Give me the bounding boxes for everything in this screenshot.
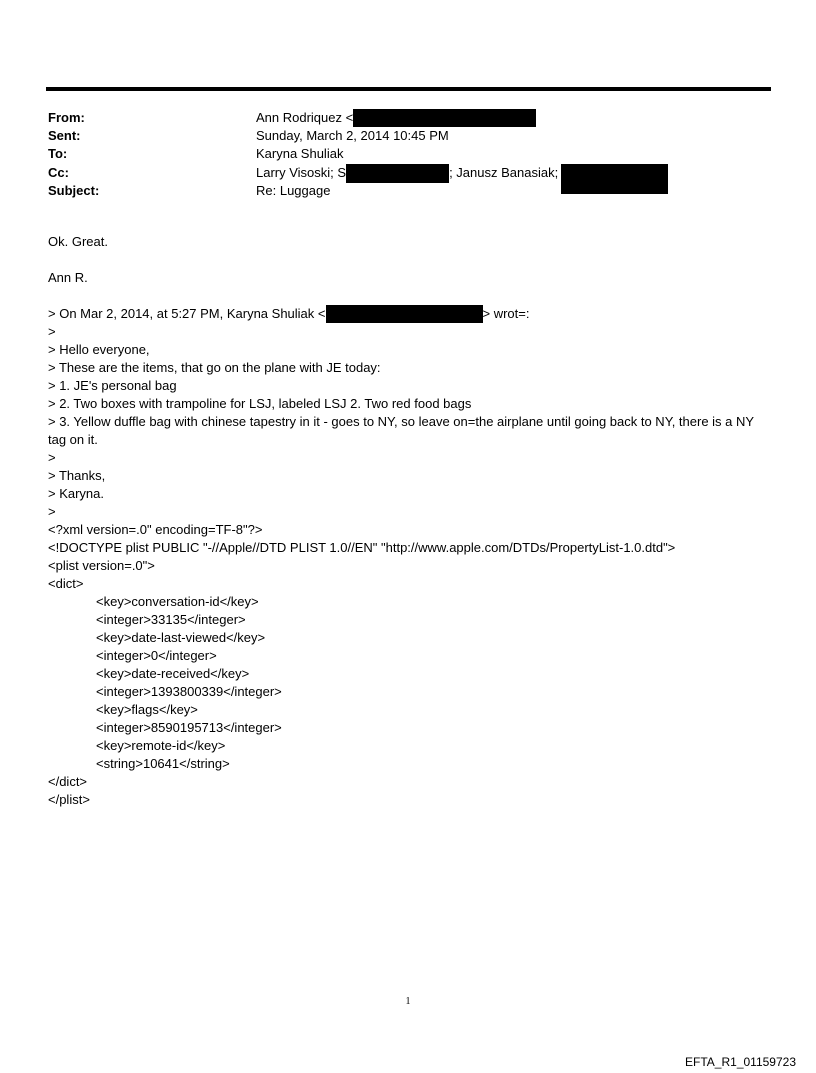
- plist-entry: <key>date-last-viewed</key>: [96, 630, 266, 645]
- redaction-bar: [346, 164, 449, 183]
- dict-close-tag: </dict>: [48, 774, 88, 789]
- plist-open-tag: <plist version=.0">: [48, 558, 155, 573]
- quote-line: > 1. JE's personal bag: [48, 378, 177, 393]
- plist-entry: <key>date-received</key>: [96, 666, 250, 681]
- email-body: [48, 233, 773, 809]
- redaction-bar: [561, 164, 668, 194]
- from-label: From:: [48, 110, 85, 125]
- header-rule: [46, 87, 771, 91]
- quote-line: > 3. Yellow duffle bag with chinese tapestry in it - goes to NY, so leave on=the airplane until going back to NY, there is a NY tag on it.: [48, 414, 754, 447]
- quote-line: >: [48, 324, 56, 339]
- redaction-bar: [353, 109, 536, 127]
- plist-entry: <key>remote-id</key>: [96, 738, 226, 753]
- bates-number: EFTA_R1_01159723: [685, 1055, 796, 1069]
- quote-line: > Karyna.: [48, 486, 105, 501]
- plist-entry: <integer>0</integer>: [96, 648, 217, 663]
- quote-line: > Hello everyone,: [48, 342, 150, 357]
- cc-part-1: Larry Visoski; S: [256, 164, 347, 180]
- from-value: [256, 109, 536, 127]
- sent-value: Sunday, March 2, 2014 10:45 PM: [256, 128, 449, 144]
- subject-value: Re: Luggage: [256, 182, 331, 198]
- cc-label: Cc:: [48, 164, 69, 180]
- subject-label: Subject:: [48, 182, 100, 198]
- cc-part-2: ; Janusz Banasiak;: [449, 164, 559, 180]
- quote-line: > 2. Two boxes with trampoline for LSJ, labeled LSJ 2. Two red food bags: [48, 396, 472, 411]
- quote-line: > These are the items, that go on the plane with JE today:: [48, 360, 381, 375]
- page-number: 1: [405, 996, 411, 1007]
- quote-line: >: [48, 450, 56, 465]
- plist-entry: <integer>1393800339</integer>: [96, 684, 282, 699]
- plist-entry: <string>10641</string>: [96, 756, 230, 771]
- from-name: Ann Rodriquez <: [256, 110, 354, 125]
- plist-entry: <key>conversation-id</key>: [96, 594, 259, 609]
- plist-entry: <integer>33135</integer>: [96, 612, 246, 627]
- to-value: Karyna Shuliak: [256, 146, 344, 162]
- redaction-bar: [326, 305, 483, 323]
- sent-label: Sent:: [48, 128, 81, 144]
- dict-open-tag: <dict>: [48, 576, 84, 591]
- signature: Ann R.: [48, 270, 88, 285]
- quote-intro-start: > On Mar 2, 2014, at 5:27 PM, Karyna Shuliak <: [48, 306, 326, 321]
- reply-text: Ok. Great.: [48, 234, 108, 249]
- quote-line: >: [48, 504, 56, 519]
- plist-entry: <integer>8590195713</integer>: [96, 720, 282, 735]
- quote-intro-end: > wrot=:: [482, 306, 530, 321]
- quote-intro: [48, 305, 773, 323]
- plist-xml-declaration: <?xml version=.0" encoding=TF-8"?>: [48, 522, 263, 537]
- plist-doctype: <!DOCTYPE plist PUBLIC "-//Apple//DTD PLIST 1.0//EN" "http://www.apple.com/DTDs/PropertyList-1.0.dtd">: [48, 540, 676, 555]
- plist-entry: <key>flags</key>: [96, 702, 198, 717]
- to-label: To:: [48, 146, 68, 162]
- quote-line: > Thanks,: [48, 468, 106, 483]
- plist-close-tag: </plist>: [48, 792, 90, 807]
